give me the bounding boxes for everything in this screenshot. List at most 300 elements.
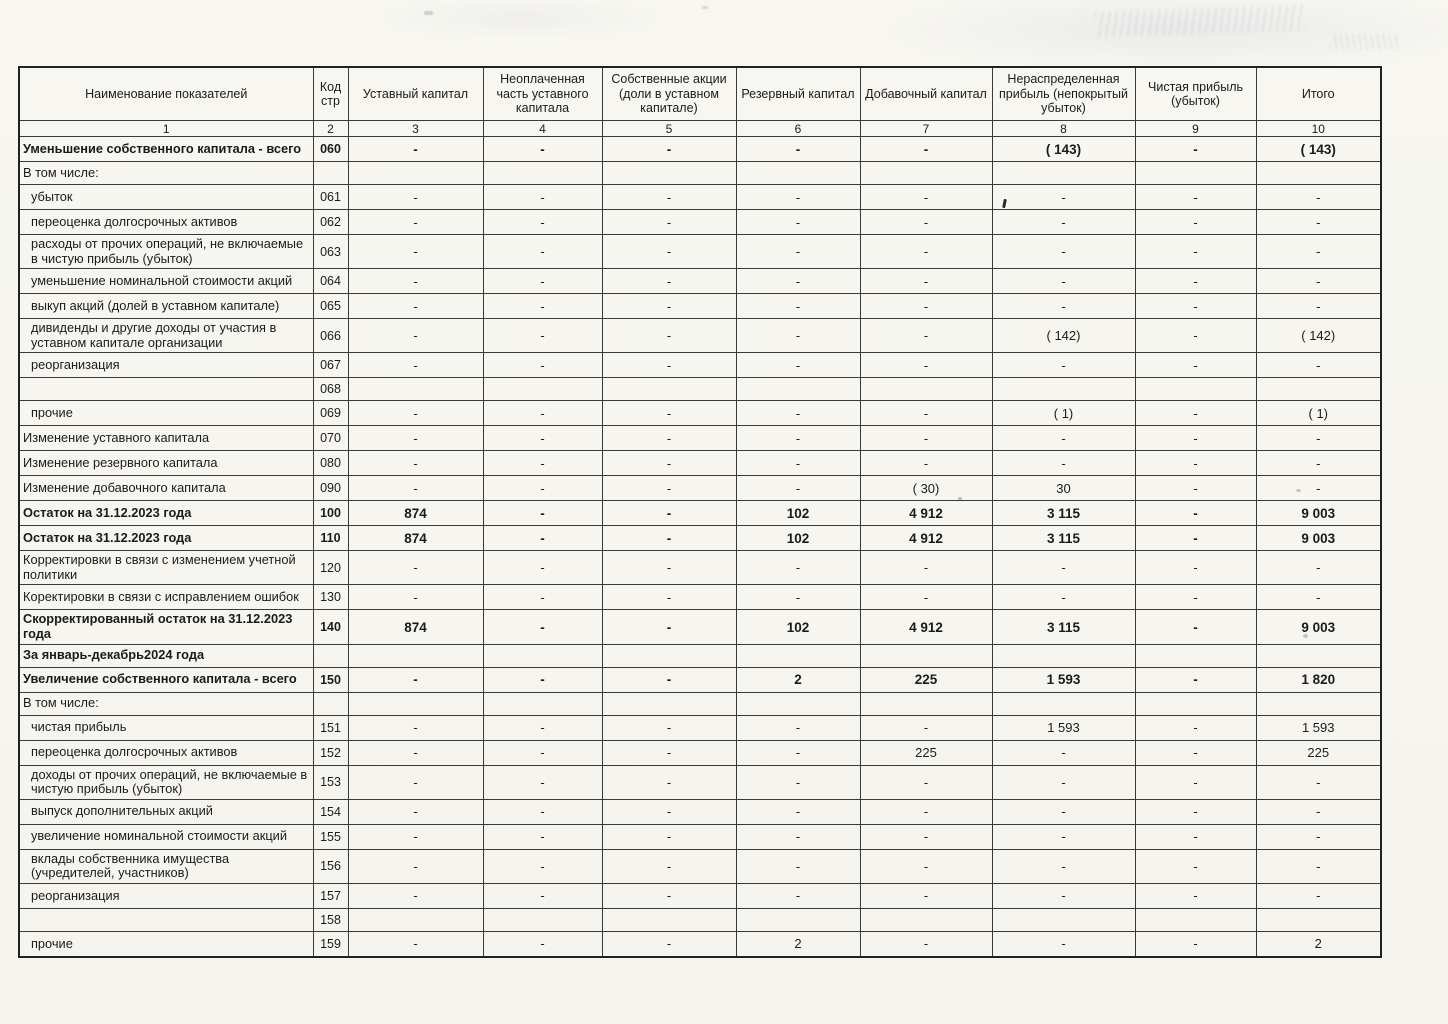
row-value-col5: -: [602, 235, 736, 269]
row-value-col3: -: [348, 824, 483, 849]
table-row-151: [19, 715, 1381, 740]
row-value-col4: [483, 644, 602, 667]
row-value-col3: -: [348, 353, 483, 378]
row-value-col7: 4 912: [860, 610, 992, 644]
column-number: 7: [860, 121, 992, 137]
row-value-col6: -: [736, 401, 860, 426]
row-value-col8: -: [992, 551, 1135, 585]
row-value-col7: -: [860, 185, 992, 210]
row-value-col9: -: [1135, 765, 1256, 799]
row-value-col8: [992, 692, 1135, 715]
row-value-col4: -: [483, 824, 602, 849]
column-number: 2: [313, 121, 348, 137]
row-value-col10: 225: [1256, 740, 1381, 765]
row-value-col10: [1256, 644, 1381, 667]
table-row-130: [19, 585, 1381, 610]
row-code: 064: [313, 269, 348, 294]
row-value-col4: -: [483, 526, 602, 551]
row-value-col6: -: [736, 824, 860, 849]
row-value-col5: -: [602, 931, 736, 957]
table-row-120: [19, 551, 1381, 585]
row-label: увеличение номинальной стоимости акций: [19, 824, 313, 849]
row-label: Корректировки в связи с изменением учетной политики: [19, 551, 313, 585]
row-value-col8: 30: [992, 476, 1135, 501]
row-value-col6: -: [736, 476, 860, 501]
row-value-col9: -: [1135, 426, 1256, 451]
row-value-col9: -: [1135, 883, 1256, 908]
row-value-col8: -: [992, 883, 1135, 908]
row-label: Остаток на 31.12.2023 года: [19, 501, 313, 526]
row-code: 154: [313, 799, 348, 824]
row-value-col4: -: [483, 353, 602, 378]
row-value-col8: -: [992, 585, 1135, 610]
row-value-col5: -: [602, 294, 736, 319]
row-code: 153: [313, 765, 348, 799]
row-code: 110: [313, 526, 348, 551]
row-value-col9: -: [1135, 319, 1256, 353]
row-value-col6: -: [736, 849, 860, 883]
scan-artifact: [424, 11, 433, 15]
row-value-col4: -: [483, 849, 602, 883]
row-value-col6: -: [736, 585, 860, 610]
row-code: 067: [313, 353, 348, 378]
row-value-col8: [992, 162, 1135, 185]
table-body: [19, 137, 1381, 957]
table-row-140: [19, 610, 1381, 644]
column-header-6: Резервный капитал: [736, 67, 860, 121]
row-label: [19, 908, 313, 931]
row-value-col9: -: [1135, 451, 1256, 476]
row-value-col5: -: [602, 585, 736, 610]
table-row-067: [19, 353, 1381, 378]
row-value-col10: -: [1256, 551, 1381, 585]
row-value-col3: -: [348, 799, 483, 824]
row-value-col9: -: [1135, 526, 1256, 551]
row-value-col10: [1256, 162, 1381, 185]
row-value-col7: ( 30): [860, 476, 992, 501]
row-value-col7: -: [860, 426, 992, 451]
row-value-col6: [736, 692, 860, 715]
row-value-col3: -: [348, 294, 483, 319]
row-value-col4: -: [483, 294, 602, 319]
row-value-col6: -: [736, 235, 860, 269]
row-value-col3: -: [348, 426, 483, 451]
row-value-col4: -: [483, 765, 602, 799]
table-row-065: [19, 294, 1381, 319]
column-header-7: Добавочный капитал: [860, 67, 992, 121]
row-value-col10: 9 003: [1256, 610, 1381, 644]
row-value-col4: [483, 908, 602, 931]
row-value-col9: [1135, 644, 1256, 667]
row-value-col3: -: [348, 235, 483, 269]
row-value-col6: 2: [736, 931, 860, 957]
row-value-col6: 102: [736, 610, 860, 644]
table-row-155: [19, 824, 1381, 849]
row-value-col10: -: [1256, 210, 1381, 235]
row-value-col10: -: [1256, 235, 1381, 269]
row-value-col7: 225: [860, 667, 992, 692]
row-value-col7: [860, 162, 992, 185]
row-label: Коректировки в связи с исправлением ошибок: [19, 585, 313, 610]
column-title-row: [19, 67, 1381, 121]
row-value-col3: -: [348, 319, 483, 353]
row-label: Скорректированный остаток на 31.12.2023 года: [19, 610, 313, 644]
table-row-061: [19, 185, 1381, 210]
row-value-col5: -: [602, 451, 736, 476]
row-value-col6: -: [736, 319, 860, 353]
row-value-col5: [602, 162, 736, 185]
row-value-col4: -: [483, 931, 602, 957]
row-value-col6: -: [736, 765, 860, 799]
row-value-col10: -: [1256, 585, 1381, 610]
row-code: 140: [313, 610, 348, 644]
row-value-col9: -: [1135, 235, 1256, 269]
row-value-col3: -: [348, 210, 483, 235]
row-value-col8: -: [992, 799, 1135, 824]
row-value-col7: 225: [860, 740, 992, 765]
row-value-col5: -: [602, 269, 736, 294]
row-value-col9: -: [1135, 401, 1256, 426]
row-value-col10: 9 003: [1256, 501, 1381, 526]
row-value-col5: [602, 378, 736, 401]
row-value-col5: -: [602, 210, 736, 235]
row-label: В том числе:: [19, 162, 313, 185]
row-value-col3: -: [348, 849, 483, 883]
row-value-col5: -: [602, 501, 736, 526]
row-value-col3: -: [348, 137, 483, 162]
table-header: [19, 67, 1381, 137]
row-label: прочие: [19, 401, 313, 426]
column-header-3: Уставный капитал: [348, 67, 483, 121]
row-value-col7: -: [860, 401, 992, 426]
row-label: переоценка долгосрочных активов: [19, 210, 313, 235]
table-row-100: [19, 501, 1381, 526]
row-value-col10: [1256, 378, 1381, 401]
row-label: Изменение резервного капитала: [19, 451, 313, 476]
row-value-col9: -: [1135, 931, 1256, 957]
row-code: 157: [313, 883, 348, 908]
row-value-col4: -: [483, 883, 602, 908]
row-value-col8: [992, 644, 1135, 667]
row-value-col4: -: [483, 476, 602, 501]
row-value-col7: -: [860, 931, 992, 957]
row-value-col6: [736, 644, 860, 667]
row-value-col8: -: [992, 740, 1135, 765]
row-code: [313, 162, 348, 185]
row-label: Увеличение собственного капитала - всего: [19, 667, 313, 692]
row-value-col3: [348, 692, 483, 715]
row-value-col9: [1135, 378, 1256, 401]
column-number: 8: [992, 121, 1135, 137]
row-code: 066: [313, 319, 348, 353]
row-value-col6: -: [736, 426, 860, 451]
row-value-col10: -: [1256, 799, 1381, 824]
row-value-col8: -: [992, 426, 1135, 451]
row-value-col8: -: [992, 931, 1135, 957]
row-value-col5: -: [602, 401, 736, 426]
row-value-col8: -: [992, 210, 1135, 235]
row-value-col9: -: [1135, 269, 1256, 294]
row-value-col3: -: [348, 765, 483, 799]
row-value-col7: -: [860, 319, 992, 353]
row-value-col7: -: [860, 585, 992, 610]
row-value-col6: 2: [736, 667, 860, 692]
row-value-col7: -: [860, 715, 992, 740]
table-row-070: [19, 426, 1381, 451]
row-value-col5: -: [602, 765, 736, 799]
row-value-col3: -: [348, 451, 483, 476]
row-value-col9: [1135, 908, 1256, 931]
table-row-152: [19, 740, 1381, 765]
row-value-col5: -: [602, 526, 736, 551]
row-label: [19, 378, 313, 401]
row-value-col9: -: [1135, 585, 1256, 610]
column-number: 1: [19, 121, 313, 137]
row-value-col5: [602, 908, 736, 931]
row-value-col7: -: [860, 765, 992, 799]
row-value-col3: -: [348, 551, 483, 585]
column-number: 6: [736, 121, 860, 137]
row-value-col9: -: [1135, 476, 1256, 501]
row-value-col8: 1 593: [992, 667, 1135, 692]
row-value-col8: -: [992, 824, 1135, 849]
row-value-col3: -: [348, 476, 483, 501]
row-value-col3: [348, 162, 483, 185]
row-value-col7: -: [860, 294, 992, 319]
column-number: 9: [1135, 121, 1256, 137]
row-value-col3: -: [348, 715, 483, 740]
row-label: вклады собственника имущества (учредителей, участников): [19, 849, 313, 883]
row-value-col3: [348, 644, 483, 667]
row-label: уменьшение номинальной стоимости акций: [19, 269, 313, 294]
row-value-col5: -: [602, 667, 736, 692]
row-value-col9: -: [1135, 849, 1256, 883]
row-value-col8: -: [992, 294, 1135, 319]
row-value-col4: -: [483, 401, 602, 426]
row-value-col10: -: [1256, 476, 1381, 501]
row-code: 158: [313, 908, 348, 931]
column-header-4: Неоплаченная часть уставного капитала: [483, 67, 602, 121]
row-code: 151: [313, 715, 348, 740]
table-row-156: [19, 849, 1381, 883]
row-value-col9: [1135, 162, 1256, 185]
row-value-col8: -: [992, 353, 1135, 378]
row-value-col10: -: [1256, 185, 1381, 210]
row-value-col10: -: [1256, 294, 1381, 319]
row-value-col5: [602, 644, 736, 667]
row-value-col7: -: [860, 883, 992, 908]
row-code: [313, 692, 348, 715]
row-value-col10: -: [1256, 451, 1381, 476]
table-row-066: [19, 319, 1381, 353]
table-row: [19, 692, 1381, 715]
row-code: 120: [313, 551, 348, 585]
column-number: 5: [602, 121, 736, 137]
row-value-col8: -: [992, 185, 1135, 210]
row-value-col8: 3 115: [992, 526, 1135, 551]
row-value-col10: -: [1256, 849, 1381, 883]
table-row-060: [19, 137, 1381, 162]
row-code: 156: [313, 849, 348, 883]
row-value-col5: -: [602, 715, 736, 740]
row-value-col4: [483, 162, 602, 185]
row-value-col4: -: [483, 185, 602, 210]
row-value-col4: -: [483, 451, 602, 476]
row-value-col7: -: [860, 137, 992, 162]
column-header-2: Код стр: [313, 67, 348, 121]
row-label: выкуп акций (долей в уставном капитале): [19, 294, 313, 319]
row-value-col8: -: [992, 451, 1135, 476]
table-row-063: [19, 235, 1381, 269]
row-label: переоценка долгосрочных активов: [19, 740, 313, 765]
row-value-col3: -: [348, 185, 483, 210]
row-value-col9: -: [1135, 210, 1256, 235]
row-code: 068: [313, 378, 348, 401]
row-value-col5: -: [602, 883, 736, 908]
row-value-col4: -: [483, 799, 602, 824]
row-code: 060: [313, 137, 348, 162]
column-number: 3: [348, 121, 483, 137]
row-code: 065: [313, 294, 348, 319]
row-value-col9: -: [1135, 715, 1256, 740]
row-value-col7: [860, 644, 992, 667]
row-value-col10: -: [1256, 269, 1381, 294]
column-number-row: [19, 121, 1381, 137]
row-value-col8: ( 143): [992, 137, 1135, 162]
row-value-col7: -: [860, 210, 992, 235]
row-value-col9: -: [1135, 740, 1256, 765]
table-row-064: [19, 269, 1381, 294]
row-value-col10: ( 1): [1256, 401, 1381, 426]
row-value-col4: -: [483, 137, 602, 162]
row-value-col10: 2: [1256, 931, 1381, 957]
row-value-col7: -: [860, 799, 992, 824]
row-value-col4: -: [483, 210, 602, 235]
row-label: реорганизация: [19, 883, 313, 908]
row-value-col6: -: [736, 269, 860, 294]
row-code: 070: [313, 426, 348, 451]
row-value-col3: [348, 378, 483, 401]
row-value-col6: -: [736, 294, 860, 319]
row-value-col4: -: [483, 426, 602, 451]
row-value-col3: 874: [348, 526, 483, 551]
row-value-col5: -: [602, 319, 736, 353]
row-value-col5: -: [602, 185, 736, 210]
row-value-col8: [992, 908, 1135, 931]
row-value-col6: -: [736, 353, 860, 378]
row-value-col6: -: [736, 210, 860, 235]
row-value-col9: -: [1135, 185, 1256, 210]
row-label: прочие: [19, 931, 313, 957]
row-code: 090: [313, 476, 348, 501]
row-value-col8: 3 115: [992, 501, 1135, 526]
row-value-col5: -: [602, 551, 736, 585]
row-value-col3: -: [348, 740, 483, 765]
row-value-col4: -: [483, 551, 602, 585]
row-value-col9: -: [1135, 353, 1256, 378]
row-value-col9: -: [1135, 294, 1256, 319]
row-value-col9: [1135, 692, 1256, 715]
row-value-col3: -: [348, 401, 483, 426]
row-value-col4: -: [483, 715, 602, 740]
column-number: 4: [483, 121, 602, 137]
row-label: Уменьшение собственного капитала - всего: [19, 137, 313, 162]
row-value-col6: -: [736, 551, 860, 585]
row-value-col3: 874: [348, 610, 483, 644]
row-value-col7: -: [860, 824, 992, 849]
row-value-col4: [483, 378, 602, 401]
row-value-col3: -: [348, 931, 483, 957]
scan-artifact: [702, 6, 708, 9]
row-value-col10: 9 003: [1256, 526, 1381, 551]
row-code: [313, 644, 348, 667]
table-row-062: [19, 210, 1381, 235]
row-label: дивиденды и другие доходы от участия в уставном капитале организации: [19, 319, 313, 353]
row-value-col8: ( 142): [992, 319, 1135, 353]
row-value-col10: -: [1256, 765, 1381, 799]
column-header-8: Нераспределенная прибыль (непокрытый убыток): [992, 67, 1135, 121]
column-header-1: Наименование показателей: [19, 67, 313, 121]
row-label: Изменение уставного капитала: [19, 426, 313, 451]
row-value-col8: ( 1): [992, 401, 1135, 426]
row-value-col8: 1 593: [992, 715, 1135, 740]
table-row-153: [19, 765, 1381, 799]
table-row-157: [19, 883, 1381, 908]
table-row-158: [19, 908, 1381, 931]
row-label: Остаток на 31.12.2023 года: [19, 526, 313, 551]
column-header-5: Собственные акции (доли в уставном капитале): [602, 67, 736, 121]
row-value-col7: [860, 908, 992, 931]
row-value-col10: -: [1256, 426, 1381, 451]
row-value-col6: 102: [736, 501, 860, 526]
row-value-col5: -: [602, 476, 736, 501]
row-label: доходы от прочих операций, не включаемые в чистую прибыль (убыток): [19, 765, 313, 799]
row-value-col8: [992, 378, 1135, 401]
row-value-col5: -: [602, 137, 736, 162]
row-value-col4: -: [483, 269, 602, 294]
table-row-068: [19, 378, 1381, 401]
row-value-col7: 4 912: [860, 501, 992, 526]
row-value-col5: -: [602, 799, 736, 824]
row-value-col7: 4 912: [860, 526, 992, 551]
row-code: 061: [313, 185, 348, 210]
row-code: 130: [313, 585, 348, 610]
table-row-110: [19, 526, 1381, 551]
row-value-col6: [736, 378, 860, 401]
row-value-col4: [483, 692, 602, 715]
row-value-col8: 3 115: [992, 610, 1135, 644]
row-value-col7: [860, 378, 992, 401]
row-value-col4: -: [483, 740, 602, 765]
row-value-col6: -: [736, 740, 860, 765]
row-value-col7: -: [860, 551, 992, 585]
table-row-069: [19, 401, 1381, 426]
row-code: 100: [313, 501, 348, 526]
row-code: 062: [313, 210, 348, 235]
row-value-col6: -: [736, 715, 860, 740]
row-value-col7: -: [860, 235, 992, 269]
row-label: выпуск дополнительных акций: [19, 799, 313, 824]
row-value-col10: [1256, 692, 1381, 715]
row-value-col4: -: [483, 585, 602, 610]
row-value-col6: -: [736, 883, 860, 908]
row-value-col10: -: [1256, 883, 1381, 908]
row-code: 159: [313, 931, 348, 957]
row-value-col5: [602, 692, 736, 715]
row-value-col6: -: [736, 137, 860, 162]
row-value-col7: [860, 692, 992, 715]
row-code: 152: [313, 740, 348, 765]
